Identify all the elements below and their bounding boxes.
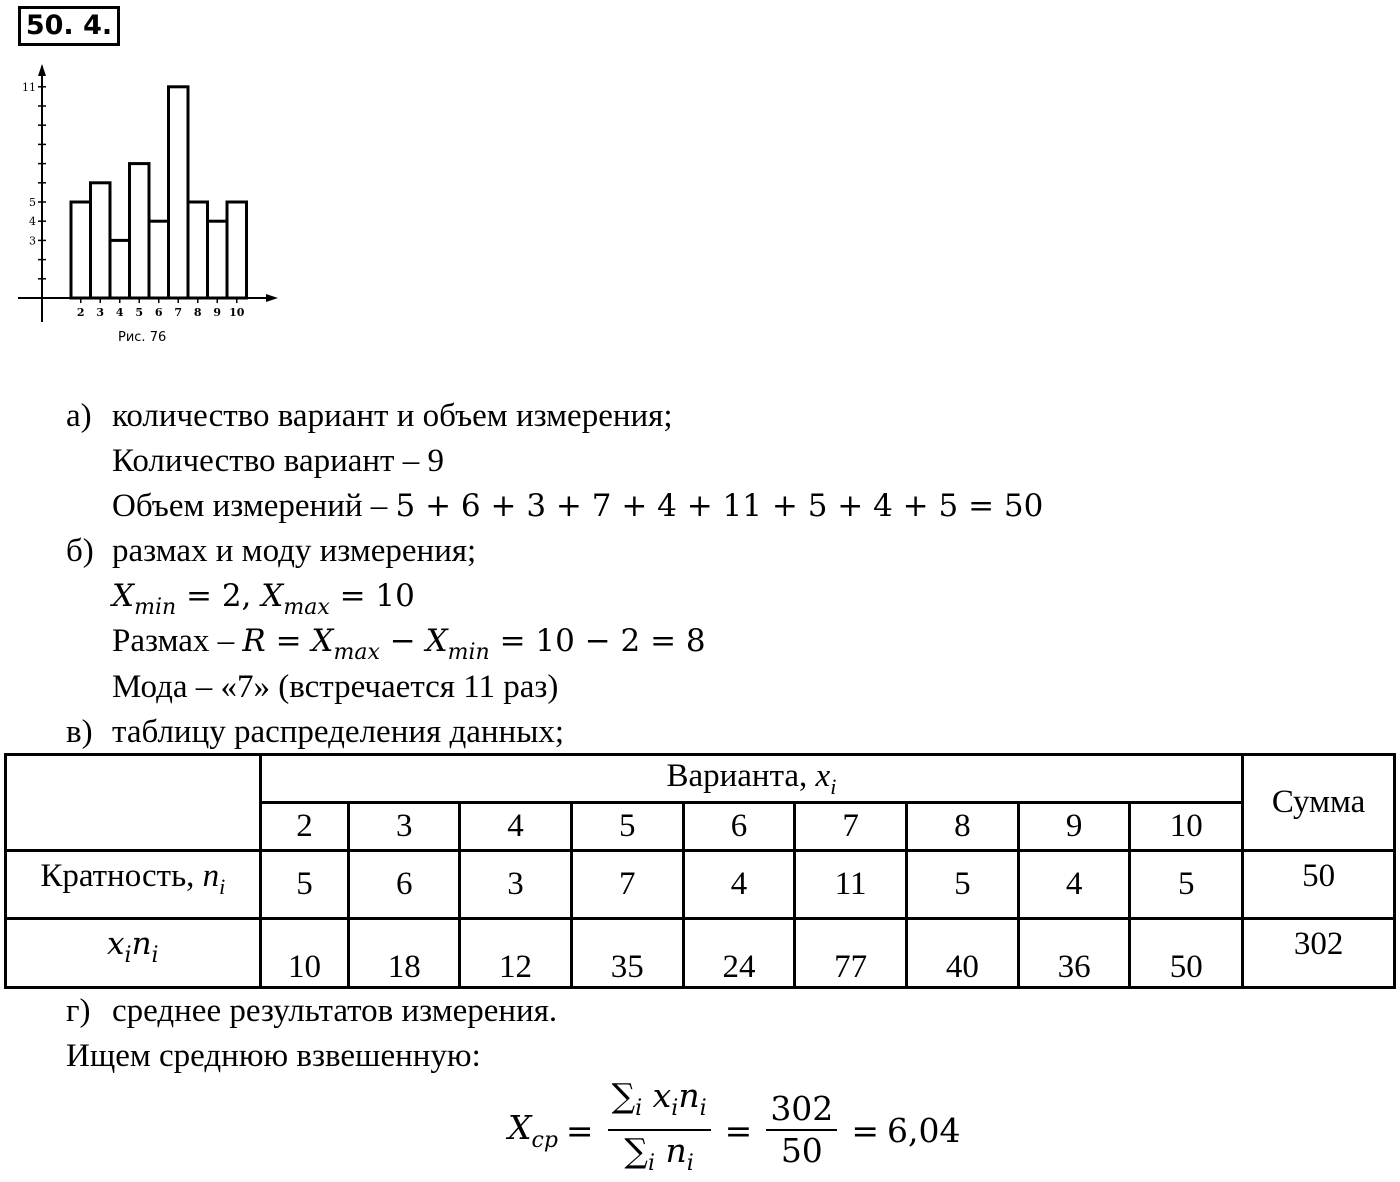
range-minus: − [379,623,426,659]
distribution-table [4,753,1396,989]
part-g-marker: г) [66,993,91,1029]
range-xmax-sub: max [333,640,380,665]
xmax-value: = 10 [329,578,415,614]
problem-number: 50. 4. [18,6,120,46]
xmax-var: X [261,578,284,614]
variant-count-line: Количество вариант – 9 [112,443,444,479]
variant-cell: 8 [907,803,1019,851]
fraction-denominator: 50 [780,1131,823,1170]
part-b-question-text: размах и моду измерения; [112,533,477,569]
variant-cell: 6 [683,803,795,851]
product-cell: 77 [795,919,907,988]
y-tick-label: 5 [29,196,36,209]
part-a-question-text: количество вариант и объем измерения; [112,398,673,434]
histogram-bar [188,202,208,298]
product-cell: 18 [349,919,460,988]
range-xmin-sub: min [447,640,490,665]
part-v-question-text: таблицу распределения данных; [112,714,565,750]
mode-line: Мода – «7» (встречается 11 раз) [112,669,559,705]
fraction-numerator: 302 [766,1091,837,1131]
y-tick-label: 11 [22,80,36,94]
histogram-chart [10,60,290,330]
x-tick-label: 6 [154,306,163,319]
frequency-cell: 6 [349,851,460,919]
variant-cell: 3 [349,803,460,851]
x-tick-label: 7 [174,306,183,319]
range-xmin-var: X [425,623,448,659]
histogram-bar [110,240,130,298]
part-b-marker: б) [66,533,94,569]
product-cell: 24 [683,919,795,988]
part-v-marker: в) [66,714,93,750]
range-eq: = [265,623,312,659]
variant-cell: 2 [260,803,349,851]
x-tick-label: 10 [229,306,245,319]
variant-cell: 10 [1130,803,1243,851]
x-tick-label: 5 [135,306,144,319]
table-corner-cell [6,755,261,851]
x-tick-label: 8 [193,306,202,319]
x-tick-label: 3 [96,306,105,319]
frequency-cell: 4 [1018,851,1130,919]
part-g-question-text: среднее результатов измерения. [112,993,558,1029]
product-cell: 50 [1130,919,1243,988]
product-cell: 36 [1018,919,1130,988]
weighted-mean-line: Ищем среднюю взвешенную: [66,1038,481,1074]
mean-sub: ср [531,1127,558,1153]
part-g-question [66,991,557,1031]
x-axis-arrow [266,294,278,302]
volume-prefix: Объем измерений – [112,488,396,524]
sum-fraction: $\frac{\sum_i x_in_i}{\sum_i n_i}$ [608,1078,711,1182]
sum-header: Сумма [1243,755,1395,851]
histogram-bar [227,202,247,298]
part-v-question [66,712,564,752]
frequency-sum: 50 [1243,851,1395,919]
product-label: $x_in_i$ [6,919,261,988]
product-row [6,919,1395,988]
frequency-cell: 5 [1130,851,1243,919]
product-cell: 12 [460,919,572,988]
variant-cell: 7 [795,803,907,851]
product-cell: 35 [571,919,683,988]
frequency-cell: 5 [907,851,1019,919]
y-tick-label: 4 [29,215,36,229]
range-r: R [242,623,266,659]
mean-formula: $X_{ср}$ = $\frac{\sum_i x_in_i}{\sum_i n_i}$ = $\frac{302}{50}$ = 6,04 [508,1078,960,1182]
product-cell: 40 [907,919,1019,988]
mean-result: 6,04 [886,1110,961,1150]
xmax-sub: max [283,595,330,620]
volume-line [112,486,1043,526]
histogram-bar [149,221,169,298]
variant-header: Варианта, $x_i$ [260,755,1243,803]
frequency-cell: 4 [683,851,795,919]
histogram-bar [169,87,189,298]
xmin-sub: min [134,595,177,620]
frequency-row [6,851,1395,919]
frequency-cell: 11 [795,851,907,919]
frequency-label: Кратность, $n_i$ [6,851,261,919]
frequency-cell: 7 [571,851,683,919]
x-tick-label: 2 [76,306,85,319]
mean-var: X [508,1107,532,1147]
part-a-marker: а) [66,398,92,434]
range-xmax-var: X [311,623,334,659]
part-b-question [66,531,476,571]
variant-cell: 4 [460,803,572,851]
x-tick-label: 9 [213,306,222,319]
figure-caption: Рис. 76 [118,330,167,345]
xmin-var: X [112,578,135,614]
histogram-bar [130,164,150,298]
variant-cell: 5 [571,803,683,851]
histogram-bar [208,221,228,298]
y-axis-arrow [38,64,46,76]
range-prefix: Размах – [112,623,243,659]
y-tick-label: 3 [29,234,36,248]
range-tail: = 10 − 2 = 8 [489,623,706,659]
x-tick-label: 4 [115,306,124,319]
range-line [112,621,706,673]
frequency-cell: 3 [460,851,572,919]
volume-expression: 5 + 6 + 3 + 7 + 4 + 11 + 5 + 4 + 5 = 50 [395,488,1044,524]
product-cell: 10 [260,919,349,988]
value-fraction [766,1091,837,1169]
part-a-question [66,396,673,436]
variant-cell: 9 [1018,803,1130,851]
frequency-cell: 5 [260,851,349,919]
xmin-value: = 2, [176,578,262,614]
histogram-bar [71,202,91,298]
histogram-bar [91,183,111,298]
product-sum: 302 [1243,919,1395,988]
